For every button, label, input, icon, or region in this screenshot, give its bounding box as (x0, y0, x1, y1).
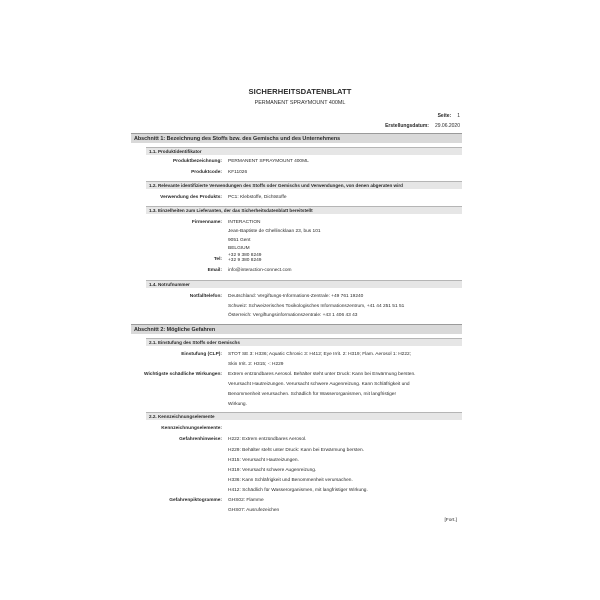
product-code-label: Produktcode: (191, 170, 222, 175)
product-subtitle: PERMANENT SPRAYMOUNT 400ML (254, 100, 346, 106)
hazard-h222: H222: Extrem entzündbares Aerosol. (228, 437, 307, 442)
hazard-h336: H336: Kann Schläfrigkeit und Benommenheit verursachen. (228, 478, 353, 483)
adverse-effects-line-4: Wirkung. (228, 402, 247, 407)
clp-classification-label: Einstufung (CLP): (181, 352, 222, 357)
email-label: Email: (207, 268, 222, 273)
subsection-2-2-heading: 2.2. Kennzeichnungselemente (146, 412, 462, 420)
company-email[interactable]: info@interaction-connect.com (228, 268, 292, 273)
hazard-statements-label: Gefahrenhinweise: (179, 437, 222, 442)
page-label: Seite: (437, 113, 452, 119)
hazard-h229: H229: Behälter steht unter Druck: Kann bei Erwärmung bersten. (228, 448, 364, 453)
hazard-h412: H412: Schädlich für Wasserorganismen, mit langfristiger Wirkung. (228, 488, 368, 493)
subsection-1-1-heading: 1.1. Produktidentifikator (146, 147, 462, 155)
company-street: Jean-Baptiste de Ghellincklaan 23, bus 101 (228, 229, 321, 234)
product-name-value: PERMANENT SPRAYMOUNT 400ML (228, 159, 309, 164)
clp-classification-line-1: STOT SE 3: H336; Aquatic Chronic 3: H412; Eye Irrit. 2: H319; Flam. Aerosol 1: H222; (228, 352, 411, 357)
adverse-effects-line-3: Benommenheit verursachen. Schädlich für Wasserorganismen, mit langfristiger (228, 392, 397, 397)
company-phone-1: +32 9 380 8249 (228, 253, 262, 258)
company-city: 9051 Gent (228, 238, 251, 243)
phone-label: Tel: (213, 257, 222, 262)
company-name-label: Firmenname: (191, 220, 222, 225)
product-name-label: Produktbezeichnung: (172, 159, 222, 164)
subsection-1-4-heading: 1.4. Notrufnummer (146, 280, 462, 288)
product-code-value: KF11026 (228, 170, 248, 175)
subsection-1-3-heading: 1.3. Einzelheiten zum Lieferanten, der das Sicherheitsdatenblatt bereitstellt (146, 206, 462, 214)
section-2-heading: Abschnitt 2: Mögliche Gefahren (131, 324, 462, 334)
pictogram-ghs07: GHS07: Ausrufezeichen (228, 508, 280, 513)
adverse-effects-line-2: Verursacht Hautreizungen. Verursacht schwere Augenreizung. Kann Schläfrigkeit und (228, 382, 410, 387)
emergency-phone-switzerland: Schweiz: Schweizerisches Toxikologisches Informationszentrum, +41 44 251 51 51 (228, 304, 405, 309)
clp-classification-line-2: Skin Irrit. 2: H315; -: H229 (228, 362, 284, 367)
emergency-phone-germany: Deutschland: Vergiftungs-Informations-Zentrale: +49 761 19240 (228, 294, 364, 299)
page-value: 1 (457, 113, 460, 119)
adverse-effects-line-1: Extrem entzündbares Aerosol. Behälter steht unter Druck: Kann bei Erwärmung bersten. (228, 372, 416, 377)
creation-date (385, 123, 460, 129)
pictogram-ghs02: GHS02: Flamme (228, 498, 264, 503)
product-use-value: PC1: Klebstoffe, Dichtstoffe (228, 195, 287, 200)
document-title: SICHERHEITSDATENBLATT (248, 87, 352, 96)
date-label: Erstellungsdatum: (385, 123, 429, 129)
date-value: 29.06.2020 (434, 123, 460, 129)
subsection-2-1-heading: 2.1. Einstufung des Stoffs oder Gemischs (146, 338, 462, 346)
adverse-effects-label: Wichtigste schädliche Wirkungen: (143, 372, 222, 377)
continued-marker: [Fort.] (444, 518, 457, 523)
emergency-phone-label: Notfalltelefon: (189, 294, 222, 299)
company-phone-2: +32 9 380 8249 (228, 258, 262, 263)
label-elements-label: Kennzeichnungselemente: (161, 426, 222, 431)
hazard-h319: H319: Verursacht schwere Augenreizung. (228, 468, 317, 473)
company-country: BELGIUM (228, 246, 250, 251)
product-use-label: Verwendung des Produkts: (160, 195, 222, 200)
page-number (438, 113, 460, 119)
hazard-h315: H315: Verursacht Hautreizungen. (228, 458, 299, 463)
hazard-pictograms-label: Gefahrenpiktogramme: (169, 498, 222, 503)
subsection-1-2-heading: 1.2. Relevante identifizierte Verwendungen des Stoffs oder Gemischs und Verwendungen, von denen abgeraten wird (146, 181, 462, 189)
company-name: INTERACTION (228, 220, 261, 225)
emergency-phone-austria: Österreich: Vergiftungsinformationszentrale: +43 1 406 43 43 (228, 313, 358, 318)
section-1-heading: Abschnitt 1: Bezeichnung des Stoffs bzw. des Gemischs und des Unternehmens (131, 133, 462, 143)
